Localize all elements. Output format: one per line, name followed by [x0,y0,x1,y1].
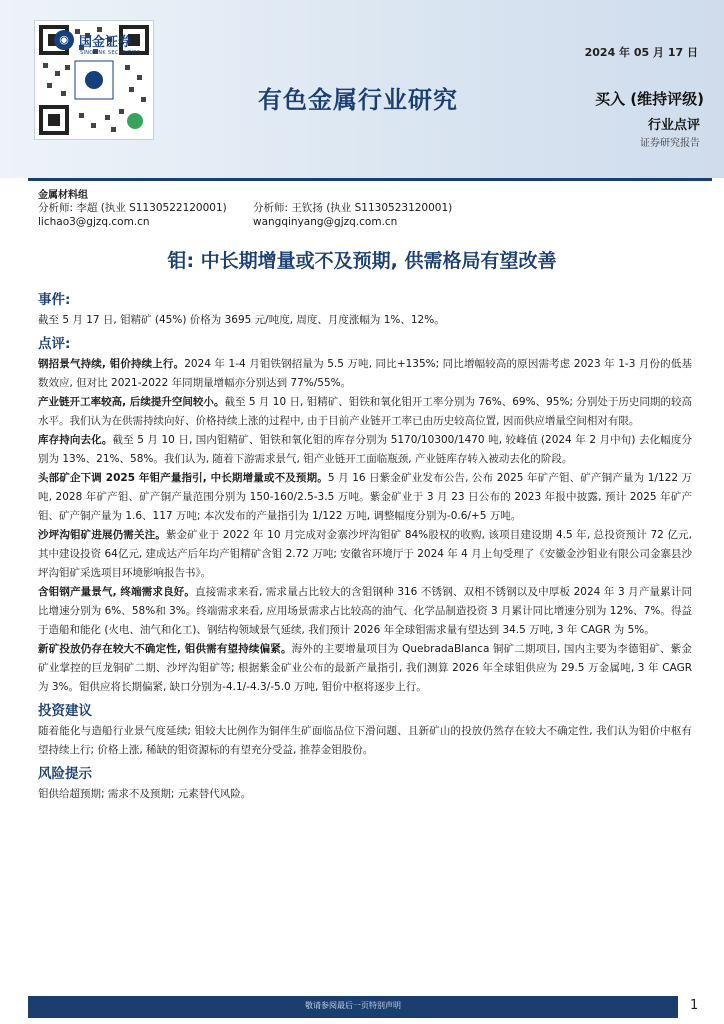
brand-subtitle: SINOLINK SECURITIES [80,50,141,56]
report-date: 2024 年 05 月 17 日 [584,46,698,59]
report-title: 有色金属行业研究 [258,86,458,114]
comment-paragraph [38,355,692,393]
comment-text: 2024 年 1-4 月钼铁钢招量为 5.5 万吨, 同比+135%; 同比增幅较高的原因需考虑 2023 年 1-3 月份的低基数效应, 但对比 2021-2022 年同期量增幅亦分别达到 77%/55%。 [38,358,692,389]
rating-label: 买入 (维持评级) [595,90,704,108]
comment-paragraph [38,583,692,640]
analyst-2-email[interactable]: wangqinyang@gjzq.com.cn [253,216,398,228]
comment-lead: 新矿投放仍存在较大不确定性, 钼供需有望持续偏紧。 [38,643,292,655]
comment-paragraph [38,469,692,526]
comment-paragraph [38,431,692,469]
analyst-1: 分析师: 李超 (执业 S1130522120001) [38,202,227,214]
comment-lead: 产业链开工率较高, 后续提升空间较小。 [38,396,225,408]
brand-logo [54,30,131,50]
comment-paragraph [38,640,692,697]
comment-text: 直接需求来看, 需求量占比较大的含钼钢种 316 不锈钢、双相不锈钢以及中厚板 2024 年 3 月产量累计同比增速分别为 6%、58%和 3%。终端需求来看, 应用场景需求占比较高的油气、化学品制造投资 3 月累计同比增速分别为 12%、7%。得益于造船和能化 (火电、油气和化工)、钢结构领域景气延续, 我们预计 2026 年全球钼需求量有望达到 34.5 万吨, 3 年 CAGR 为 5%。 [38,586,692,636]
comment-lead: 含钼钢产量景气, 终端需求良好。 [38,586,196,598]
header-divider [28,178,712,181]
brand-logo-icon: ◉ [54,30,74,50]
comment-text: 5 月 16 日紫金矿业发布公告, 公布 2025 年矿产钼、矿产铜产量为 1/122 万吨, 2028 年矿产钼、矿产铜产量范围分别为 150-160/2.5-3.5 万吨。紫金矿业于 3 月 23 日公布的 2023 年报中披露, 预计 2025 年矿产钼、矿产铜产量为 1.6、117 万吨; 本次发布的产量指引为 1/122 万吨, 调整幅度分别为-0.6/+5 万吨。 [38,472,692,522]
comment-paragraph [38,393,692,431]
event-paragraph: 截至 5 月 17 日, 钼精矿 (45%) 价格为 3695 元/吨度, 周度、月度涨幅为 1%、12%。 [38,314,445,326]
comment-text: 截至 5 月 10 日, 钼精矿、钼铁和氧化钼开工率分别为 76%、69%、95%; 分别处于历史同期的较高水平。我们认为在供需持续向好、价格持续上涨的过程中, 由于目前产业链开工率已由历史较高位置, 因而供应增量空间相对有限。 [38,396,692,427]
comment-paragraph [38,526,692,583]
report-subtype: 证券研究报告 [640,138,700,149]
comment-lead: 库存持向去化。 [38,434,113,446]
page-number: 1 [690,998,699,1013]
report-type: 行业点评 [647,118,700,133]
comment-list [38,355,692,697]
risk-paragraph: 钼供给超预期; 需求不及预期; 元素替代风险。 [38,788,252,800]
comment-text: 截至 5 月 10 日, 国内钼精矿、钼铁和氧化钼的库存分别为 5170/10300/1470 吨, 较峰值 (2024 年 2 月中旬) 去化幅度分别为 13%、21%、58%。我们认为, 随着下游需求景气, 钼产业链开工面临瓶颈, 产业链库存转入被动去化的阶段。 [38,434,693,465]
invest-paragraph: 随着能化与造船行业景气度延续; 钼较大比例作为铜伴生矿面临品位下滑问题、且新矿山的投放仍然存在较大不确定性, 我们认为钼价中枢有望持续上行; 价格上涨, 稀缺的钼资源标的有望充分受益, 推荐金钼股份。 [38,725,692,756]
comment-text: 海外的主要增量项目为 QuebradaBlanca 铜矿二期项目, 国内主要为李德钼矿、紫金矿业掌控的巨龙铜矿二期、沙坪沟钼矿等; 根据紫金矿业公布的最新产量指引, 我们测算 2026 年全球钼供应为 29.5 万金属吨, 3 年 CAGR 为 3%。钼供应将长期偏紧, 缺口分别为-4.1/-4.3/-5.0 万吨, 钼价中枢将逐步上行。 [38,643,692,693]
risk-heading: 风险提示 [38,766,92,782]
invest-heading: 投资建议 [38,703,92,719]
comment-heading: 点评: [38,336,71,352]
analyst-2: 分析师: 王钦扬 (执业 S1130523120001) [253,202,453,214]
footer-disclaimer[interactable]: 敬请参阅最后一页特别声明 [305,1001,401,1010]
comment-text: 紫金矿业于 2022 年 10 月完成对金寨沙坪沟钼矿 84%股权的收购, 该项目建设期 4.5 年, 总投资预计 72 亿元, 其中建设投资 64亿元, 建成达产后年均产钼精矿含钼 2.72 万吨; 安徽省环境厅于 2024 年 4 月上旬受理了《安徽金沙钼业有限公司金寨县沙坪沟钼矿采选项目环境影响报告书》。 [38,529,692,579]
comment-lead: 头部矿企下调 2025 年钼产量指引, 中长期增量或不及预期。 [38,472,328,484]
report-body [38,286,692,804]
comment-lead: 钢招景气持续, 钼价持续上行。 [38,358,185,370]
event-heading: 事件: [38,292,71,308]
comment-lead: 沙坪沟钼矿进展仍需关注。 [38,529,166,541]
analyst-1-email[interactable]: lichao3@gjzq.com.cn [38,216,150,228]
article-title: 钼: 中长期增量或不及预期, 供需格局有望改善 [167,250,557,272]
brand-name: 国金证券 [79,34,132,50]
team-name: 金属材料组 [38,190,88,201]
